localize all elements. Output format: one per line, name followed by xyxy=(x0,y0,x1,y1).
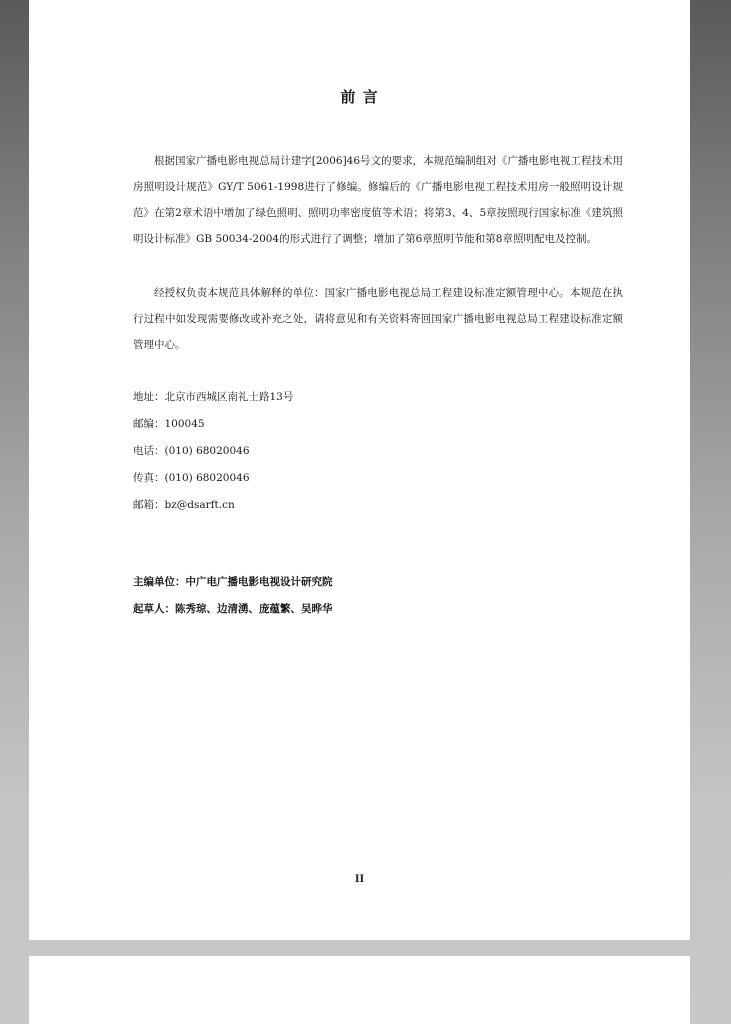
preface-paragraph-interpretation: 经授权负责本规范具体解释的单位：国家广播电影电视总局工程建设标准定额管理中心。本规范在执行过程中如发现需要修改或补充之处，请将意见和有关资料寄回国家广播电影电视总局工程建设标准定额管理中心。 xyxy=(133,287,623,351)
page-title: 前 言 xyxy=(340,88,379,106)
editor-unit: 主编单位：中广电广播电影电视设计研究院 xyxy=(133,576,333,588)
contact-phone: 电话：(010) 68020046 xyxy=(133,445,250,457)
drafters: 起草人：陈秀琼、边清湧、庞蕴繁、吴晔华 xyxy=(133,603,333,615)
document-page xyxy=(29,0,690,940)
contact-address: 地址：北京市西城区南礼士路13号 xyxy=(133,391,294,403)
contact-email[interactable]: 邮箱：bz@dsarft.cn xyxy=(133,499,235,511)
next-document-page xyxy=(29,956,690,1024)
preface-paragraph-revision: 根据国家广播电影电视总局计建字[2006]46号文的要求，本规范编制组对《广播电影电视工程技术用房照明设计规范》GY/T 5061-1998进行了修编。修编后的《广播电影电视工程技术用房一般照明设计规范》在第2章术语中增加了绿色照明、照明功率密度值等术语；将第3、4、5章按照现行国家标准《建筑照明设计标准》GB 50034-2004的形式进行了调整；增加了第6章照明节能和第8章照明配电及控制。 xyxy=(133,155,623,245)
page-number: II xyxy=(354,874,365,885)
contact-fax: 传真：(010) 68020046 xyxy=(133,472,250,484)
contact-postcode: 邮编：100045 xyxy=(133,418,205,430)
